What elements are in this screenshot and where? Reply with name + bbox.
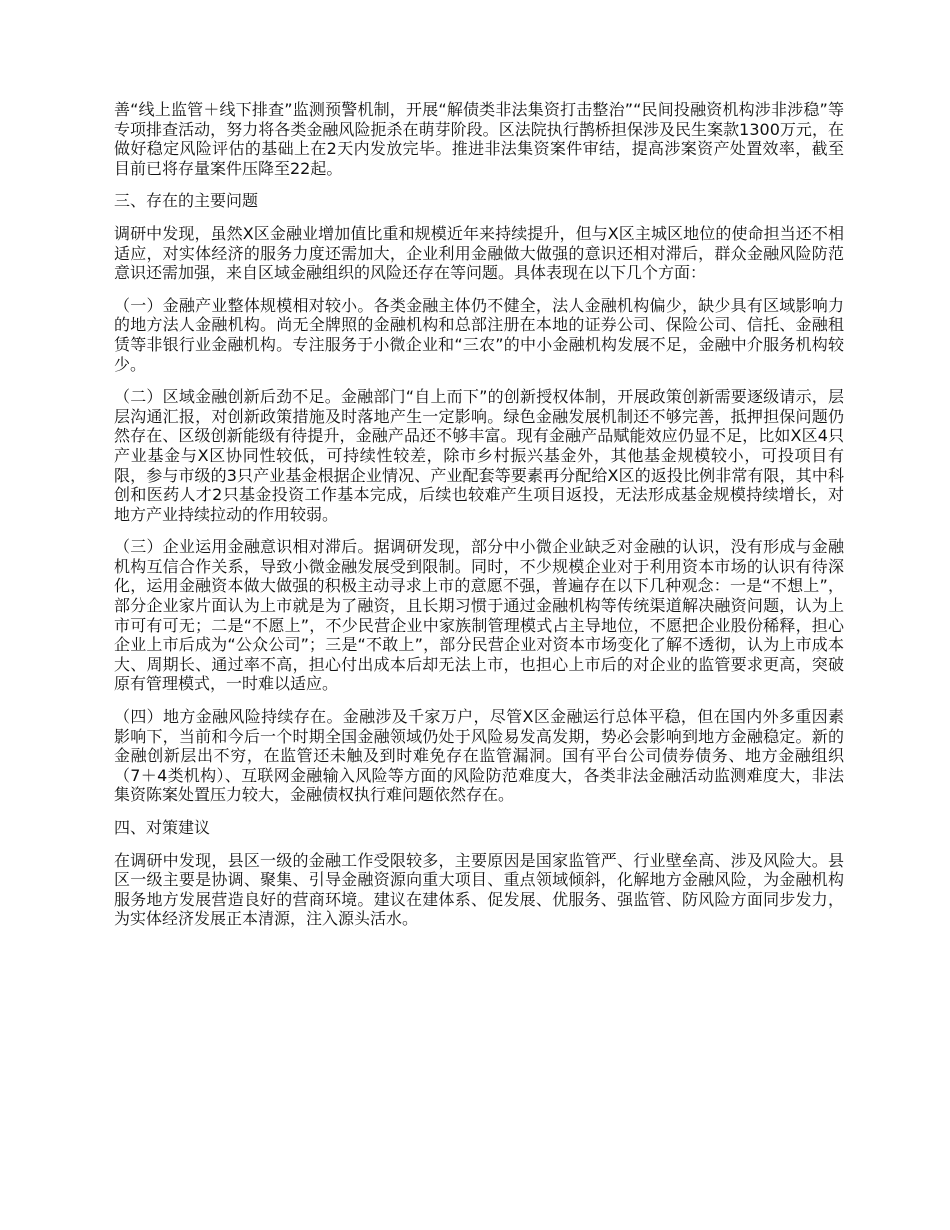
- paragraph-problem-2: （二）区域金融创新后劲不足。金融部门“自上而下”的创新授权体制，开展政策创新需要逐级请示，层层沟通汇报，对创新政策措施及时落地产生一定影响。绿色金融发展机制还不够完善，抵押担保问题仍然存在、区级创新能级有待提升，金融产品还不够丰富。现有金融产品赋能效应仍显不足，比如X区4只产业基金与X区协同性较低，可持续性较差，除市乡村振兴基金外，其他基金规模较小，可投项目有限，参与市级的3只产业基金根据企业情况、产业配套等要素再分配给X区的返投比例非常有限，其中科创和医药人才2只基金投资工作基本完成，后续也较难产生项目返投，无法形成基金规模持续增长，对地方产业持续拉动的作用较弱。: [114, 387, 844, 524]
- section-heading-suggestions: 四、对策建议: [114, 818, 211, 837]
- paragraph-suggestions-intro: 在调研中发现，县区一级的金融工作受限较多，主要原因是国家监管严、行业壁垒高、涉及风险大。县区一级主要是协调、聚集、引导金融资源向重大项目、重点领域倾斜，化解地方金融风险，为金融机构服务地方发展营造良好的营商环境。建议在建体系、促发展、优服务、强监管、防风险方面同步发力，为实体经济发展正本清源，注入源头活水。: [114, 850, 844, 929]
- paragraph-problem-3: （三）企业运用金融意识相对滞后。据调研发现，部分中小微企业缺乏对金融的认识，没有形成与金融机构互信合作关系，导致小微金融发展受到限制。同时，不少规模企业对于利用资本市场的认识有待深化，运用金融资本做大做强的积极主动寻求上市的意愿不强，普遍存在以下几种观念：一是“不想上”，部分企业家片面认为上市就是为了融资，且长期习惯于通过金融机构等传统渠道解决融资问题，认为上市可有可无；二是“不愿上”，不少民营企业中家族制管理模式占主导地位，不愿把企业股份稀释，担心企业上市后成为“公众公司”；三是“不敢上”，部分民营企业对资本市场变化了解不透彻，认为上市成本大、周期长、通过率不高，担心付出成本后却无法上市，也担心上市后的对企业的监管要求更高，突破原有管理模式，一时难以适应。: [114, 537, 844, 694]
- paragraph-problem-1: （一）金融产业整体规模相对较小。各类金融主体仍不健全，法人金融机构偏少，缺少具有区域影响力的地方法人金融机构。尚无全牌照的金融机构和总部注册在本地的证券公司、保险公司、信托、金融租赁等非银行业金融机构。专注服务于小微企业和“三农”的中小金融机构发展不足，金融中介服务机构较少。: [114, 295, 844, 374]
- paragraph-problems-intro: 调研中发现，虽然X区金融业增加值比重和规模近年来持续提升，但与X区主城区地位的使命担当还不相适应，对实体经济的服务力度还需加大，企业利用金融做大做强的意识还相对滞后，群众金融风险防范意识还需加强，来自区域金融组织的风险还存在等问题。具体表现在以下几个方面：: [114, 223, 844, 283]
- document-body: [114, 100, 844, 942]
- paragraph-problem-4: （四）地方金融风险持续存在。金融涉及千家万户，尽管X区金融运行总体平稳，但在国内外多重因素影响下，当前和今后一个时期全国金融领域仍处于风险易发高发期，势必会影响到地方金融稳定。新的金融创新层出不穷，在监管还未触及到时难免存在监管漏洞。国有平台公司债券债务、地方金融组织（7＋4类机构）、互联网金融输入风险等方面的风险防范难度大，各类非法金融活动监测难度大，非法集资陈案处置压力较大，金融债权执行难问题依然存在。: [114, 707, 844, 805]
- paragraph-continuation: 善“线上监管＋线下排查”监测预警机制，开展“解债类非法集资打击整治”“民间投融资机构涉非涉稳”等专项排查活动，努力将各类金融风险扼杀在萌芽阶段。区法院执行鹊桥担保涉及民生案款1300万元，在做好稳定风险评估的基础上在2天内发放完毕。推进非法集资案件审结，提高涉案资产处置效率，截至目前已将存量案件压降至22起。: [114, 100, 844, 178]
- section-heading-problems: 三、存在的主要问题: [114, 191, 259, 211]
